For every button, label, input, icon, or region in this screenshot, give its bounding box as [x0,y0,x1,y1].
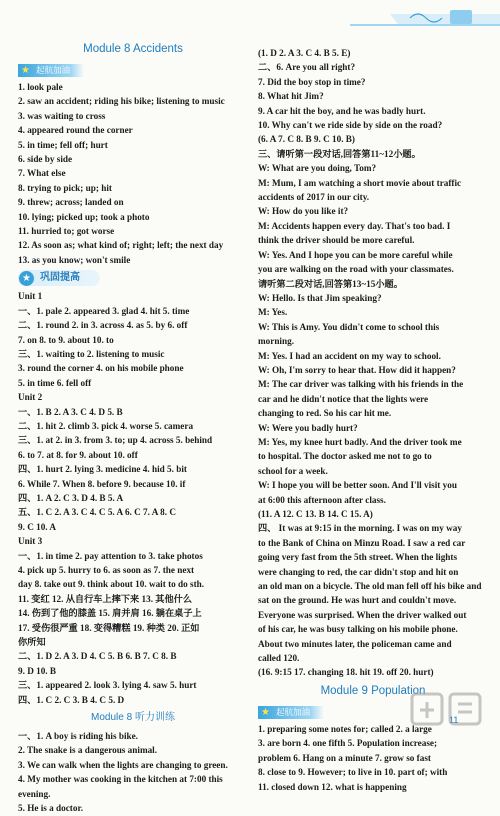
text-line: you are walking on the road with your classmates. [258,264,454,275]
text-line: 三、1. at 2. in 3. from 3. to; up 4. across 5. behind [18,435,213,446]
text-line: 3. round the corner 4. on his mobile phone [18,363,184,374]
text-line: W: Oh, I'm sorry to hear that. How did it happen? [258,364,456,375]
text-line: W: This is Amy. You didn't come to school this [258,321,440,332]
left-column [18,38,248,816]
text-line: day 8. take out 9. think about 10. wait to do sth. [18,579,205,590]
text-line: W: Were you badly hurt? [258,422,358,433]
text-line: to hospital. The doctor asked me not to go to [258,451,432,462]
text-line: W: Yes. And I hope you can be more careful while [258,249,453,260]
text-line: (11. A 12. C 13. B 14. C 15. A) [258,509,373,519]
text-line: 3. are born 4. one fifth 5. Population increase; [258,738,438,749]
text-line: 4. pick up 5. hurry to 6. as soon as 7. the next [18,565,195,575]
text-line: evening. [18,788,51,799]
text-line: morning. [258,336,294,347]
section-consolidate-label: 巩固提高 [40,272,80,284]
text-line: 1. look pale [18,82,63,92]
text-line: 4. My mother was cooking in the kitchen at 7:00 this [18,774,223,785]
text-line: 一、1. A boy is riding his bike. [18,731,138,742]
text-line: M: Yes. [258,307,288,318]
text-line: an old man on a bicycle. The old man fell off his bike and [258,581,482,592]
section-consolidate-tag [18,270,100,286]
text-line: 2. The snake is a dangerous animal. [18,745,158,756]
text-line: called 120. [258,653,300,664]
text-line: 8. trying to pick; up; hit [18,182,112,193]
text-line: 5. in time 6. fell off [18,377,92,388]
text-line: 6. side by side [18,154,73,165]
text-line: 二、1. round 2. in 3. across 4. as 5. by 6. off [18,320,188,331]
module9-title: Module 9 Population [320,684,426,697]
text-line: 11. 变红 12. 从自行车上摔下来 13. 其他什么 [18,593,193,604]
text-line: W: How do you like it? [258,206,349,217]
text-line: problem 6. Hang on a minute 7. grow so fast [258,752,431,763]
page-number: 11 [449,715,459,725]
right-answers [258,46,488,680]
text-line: 一、1. in time 2. pay attention to 3. take photos [18,550,203,561]
text-line: going very fast from the 5th street. When the lights [258,552,458,563]
text-line: M: Accidents happen every day. That's too bad. I [258,220,451,231]
text-line: of his car, he was busy talking on his mobile phone. [258,624,458,635]
text-line: 四、1. hurt 2. lying 3. medicine 4. hid 5. bit [18,464,187,475]
text-line: W: Hello. Is that Jim speaking? [258,292,382,303]
text-line: 7. What else [18,168,66,179]
text-line: (6. A 7. C 8. B 9. C 10. B) [258,134,355,145]
text-line: 二、1. D 2. A 3. D 4. C 5. B 6. B 7. C 8. B [18,651,177,662]
text-line: About two minutes later, the policeman came and [258,638,452,649]
module8-title: Module 8 Accidents [83,43,183,55]
units-answers [18,289,248,707]
text-line: think the driver should be more careful. [258,235,415,246]
text-line: 3. was waiting to cross [18,110,106,121]
section-warmup-label-2: 起航加油 [276,706,311,717]
text-line: 10. lying; picked up; took a photo [18,211,150,222]
text-line: 二、6. Are you all right? [258,62,356,73]
section-warmup-tag [18,64,84,77]
text-line: 五、1. C 2. A 3. C 4. C 5. A 6. C 7. A 8. C [18,507,176,518]
unit-heading: Unit 1 [18,291,43,302]
text-line: W: I hope you will be better soon. And I'll visit you [258,480,457,491]
text-line: 5. He is a doctor. [18,803,83,814]
text-line: Everyone was surprised. When the driver walked out [258,609,467,620]
text-line: 13. as you know; won't smile [18,254,131,265]
text-line: 二、1. hit 2. climb 3. pick 4. worse 5. camera [18,420,194,431]
text-line: car and he didn't notice that the lights were [258,393,429,404]
text-line: M: Yes, my knee hurt badly. And the driver took me [258,436,462,447]
text-line: 14. 伤到了他的膝盖 15. 肩并肩 16. 躺在桌子上 [18,608,202,619]
text-line: 8. close to 9. However; to live in 10. part of; with [258,767,448,778]
header-decoration [350,6,500,44]
text-line: M: The car driver was talking with his friends in the [258,379,464,390]
text-line: M: Yes. I had an accident on my way to school. [258,350,441,361]
text-line: 6. While 7. When 8. before 9. because 10. if [18,478,186,489]
text-line: 9. threw; across; landed on [18,197,124,208]
text-line: accidents of 2017 in our city. [258,192,370,203]
text-line: 三、请听第一段对话,回答第11~12小题。 [258,148,421,159]
text-line: 一、1. pale 2. appeared 3. glad 4. hit 5. time [18,305,190,316]
text-line: 9. C 10. A [18,521,57,532]
text-line: were changing to red, the car didn't stop and hit on [258,566,459,577]
text-line: sat on the ground. He was hurt and couldn't move. [258,595,457,606]
right-column [258,46,488,794]
text-line: 9. D 10. B [18,665,57,676]
text-line: 四、1. C 2. C 3. B 4. C 5. D [18,694,125,705]
text-line: 7. Did the boy stop in time? [258,76,366,87]
text-line: 11. closed down 12. what is happening [258,781,407,792]
text-line: 1. preparing some notes for; called 2. a large [258,723,432,734]
text-line: 10. Why can't we ride side by side on the road? [258,120,443,131]
text-line: 4. appeared round the corner [18,125,133,136]
text-line: 你所知 [18,637,46,648]
text-line: (1. D 2. A 3. C 4. B 5. E) [258,48,351,58]
module9-answers [258,722,488,794]
text-line: 12. As soon as; what kind of; right; left; the next day [18,240,224,251]
text-line: 四、 It was at 9:15 in the morning. I was on my way [258,523,462,534]
text-line: 四、1. A 2. C 3. D 4. B 5. A [18,492,124,503]
star-icon: ★ [21,65,30,76]
text-line: 7. on 8. to 9. about 10. to [18,334,114,345]
section-warmup-tag-2 [258,706,324,719]
listening-title: Module 8 听力训练 [91,712,175,724]
text-line: (16. 9:15 17. changing 18. hit 19. off 20. hurt) [258,667,434,678]
star-badge-icon: ★ [19,271,34,286]
text-line: 17. 受伤很严重 18. 变得糟糕 19. 种类 20. 正如 [18,622,200,633]
text-line: 5. in time; fell off; hurt [18,139,108,150]
text-line: 9. A car hit the boy, and he was badly hurt. [258,105,426,116]
text-line: 11. hurried to; got worse [18,226,115,237]
unit-heading: Unit 3 [18,536,43,547]
text-line: 请听第二段对话,回答第13~15小题。 [258,278,403,289]
text-line: 6. to 7. at 8. for 9. about 10. off [18,449,138,460]
text-line: 3. We can walk when the lights are changing to green. [18,759,228,770]
watermark-logo [410,688,496,732]
text-line: 三、1. waiting to 2. listening to music [18,348,165,359]
warmup-answers [18,80,248,267]
text-line: to the Bank of China on Minzu Road. I saw a red car [258,537,466,548]
text-line: at 6:00 this afternoon after class. [258,494,386,505]
star-icon: ★ [261,706,270,718]
listening-answers [18,729,248,815]
text-line: M: Mum, I am watching a short movie about traffic [258,177,462,188]
unit-heading: Unit 2 [18,392,43,403]
text-line: 三、1. appeared 2. look 3. lying 4. saw 5. hurt [18,680,197,691]
section-warmup-label: 起航加油 [36,65,71,75]
text-line: 8. What hit Jim? [258,91,324,102]
text-line: W: What are you doing, Tom? [258,163,377,174]
text-line: 一、1. B 2. A 3. C 4. D 5. B [18,406,123,417]
text-line: changing to red. So his car hit me. [258,408,392,419]
text-line: 2. saw an accident; riding his bike; listening to music [18,96,225,107]
text-line: school for a week. [258,465,328,476]
